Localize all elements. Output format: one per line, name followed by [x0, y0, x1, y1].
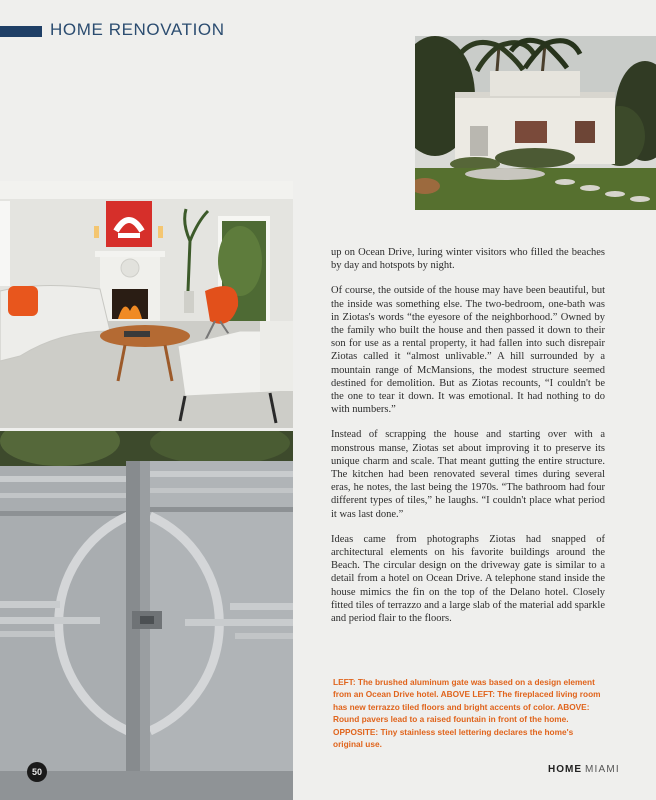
photo-caption: LEFT: The brushed aluminum gate was based on a design element from an Ocean Drive hotel. ABOVE LEFT: The fireplaced living room has new terrazzo tiled floors and bright accents of color. ABOVE: Round pavers lead to a raised fountain in front of the home. OPPOSITE: Tiny stainless steel lettering declares the home's original use. [333, 677, 601, 750]
brand-main: HOME [548, 764, 582, 775]
article-paragraph: Instead of scrapping the house and starting over with a monstrous manse, Ziotas set about improving it to preserve its unique charm and scale. That meant gutting the entire structure. The kitchen had been renovated several times during several eras, he notes, the last being the 1970s. “The bathroom had four different types of tiles,” he laughs. “I couldn't place what period it was last done.” [331, 429, 605, 520]
brand-sub: MIAMI [585, 764, 620, 775]
aluminum-gate-photo [0, 431, 293, 800]
footer-brand [548, 764, 620, 775]
article-body [331, 246, 605, 637]
article-paragraph: Ideas came from photographs Ziotas had snapped of architectural elements on his favorite buildings around the Beach. The circular design on the driveway gate is similar to a detail from a hotel on Ocean Drive. A telephone stand inside the house mimics the fin on the top of the Delano hotel. Closely fitted tiles of terrazzo and a large slab of the material add sparkle and period flair to the floors. [331, 533, 605, 625]
living-room-photo [0, 181, 293, 428]
article-paragraph: up on Ocean Drive, luring winter visitors who filled the beaches by day and hotspots by night. [331, 247, 605, 272]
house-exterior-photo [415, 36, 656, 210]
section-title: HOME RENOVATION [50, 20, 225, 39]
article-paragraph: Of course, the outside of the house may have been beautiful, but the inside was something else. The two-bedroom, one-bath was in Ziotas's words “the eyesore of the neighborhood.” Owned by the family who built the house and then passed it down to their son for use as a rental property, it had fallen into such disrepair Ziotas called it “almost unlivable.” A hill surrounded by a mountain range of McMansions, the modest structure seemed destined for demolition. But as Ziotas recounts, “I couldn't be the one to tear it down. It was emotional. It had nothing to do with numbers.” [331, 285, 605, 416]
page-number: 50 [27, 762, 47, 782]
header-accent-bar [0, 26, 42, 37]
